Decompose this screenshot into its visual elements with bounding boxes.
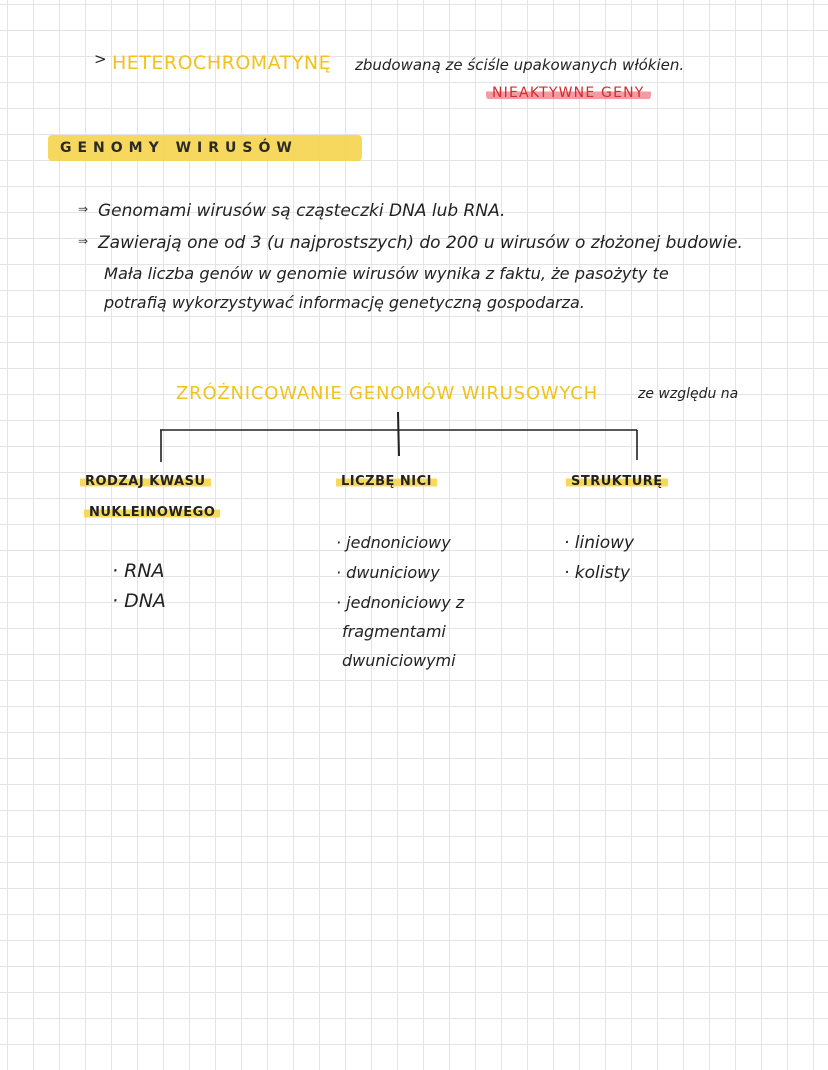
branch-structure: STRUKTURĘ [566,474,668,489]
diagram-title-suffix: ze względu na [638,386,739,402]
bullet-text-2-continued: Mała liczba genów w genomie wirusów wynika z faktu, że pasożyty te [104,264,669,283]
list-item-mixed-stranded-line2: fragmentami [342,622,446,641]
bullet-arrow-icon: ⇒ [78,202,89,216]
bullet-text-2-continued-2: potrafią wykorzystywać informację genetyczną gospodarza. [104,293,585,312]
list-item-double-stranded: · dwuniciowy [336,563,440,582]
branch-strand-count: LICZBĘ NICI [336,474,437,489]
heterochromatin-description: zbudowaną ze ściśle upakowanych włókien. [355,56,685,74]
list-item-circular: · kolisty [564,563,631,583]
section-title-text: GENOMY WIRUSÓW [60,140,298,156]
branch-nucleic-acid-type: RODZAJ KWASU [80,474,211,489]
list-item-mixed-stranded: · jednoniciowy z [336,593,465,612]
list-item-linear: · liniowy [564,533,635,553]
branch-nucleic-acid-type-line2: NUKLEINOWEGO [84,505,220,520]
list-item-mixed-stranded-line3: dwuniciowymi [342,651,456,670]
heterochromatin-term: HETEROCHROMATYNĘ [112,52,332,74]
bullet-text-1: Genomami wirusów są cząsteczki DNA lub RNA. [98,201,506,221]
bullet-arrow-icon: ⇒ [78,234,89,248]
inactive-genes-label: NIEAKTYWNE GENY [486,85,651,101]
list-item-single-stranded: · jednoniciowy [336,533,451,552]
diagram-title: ZRÓŻNICOWANIE GENOMÓW WIRUSOWYCH [176,383,598,404]
connector-stem [398,412,399,456]
bullet-text-2: Zawierają one od 3 (u najprostszych) do 200 u wirusów o złożonej budowie. [98,233,743,253]
list-item-dna: · DNA [112,590,166,612]
arrow-icon: > [94,50,107,68]
list-item-rna: · RNA [112,560,165,582]
